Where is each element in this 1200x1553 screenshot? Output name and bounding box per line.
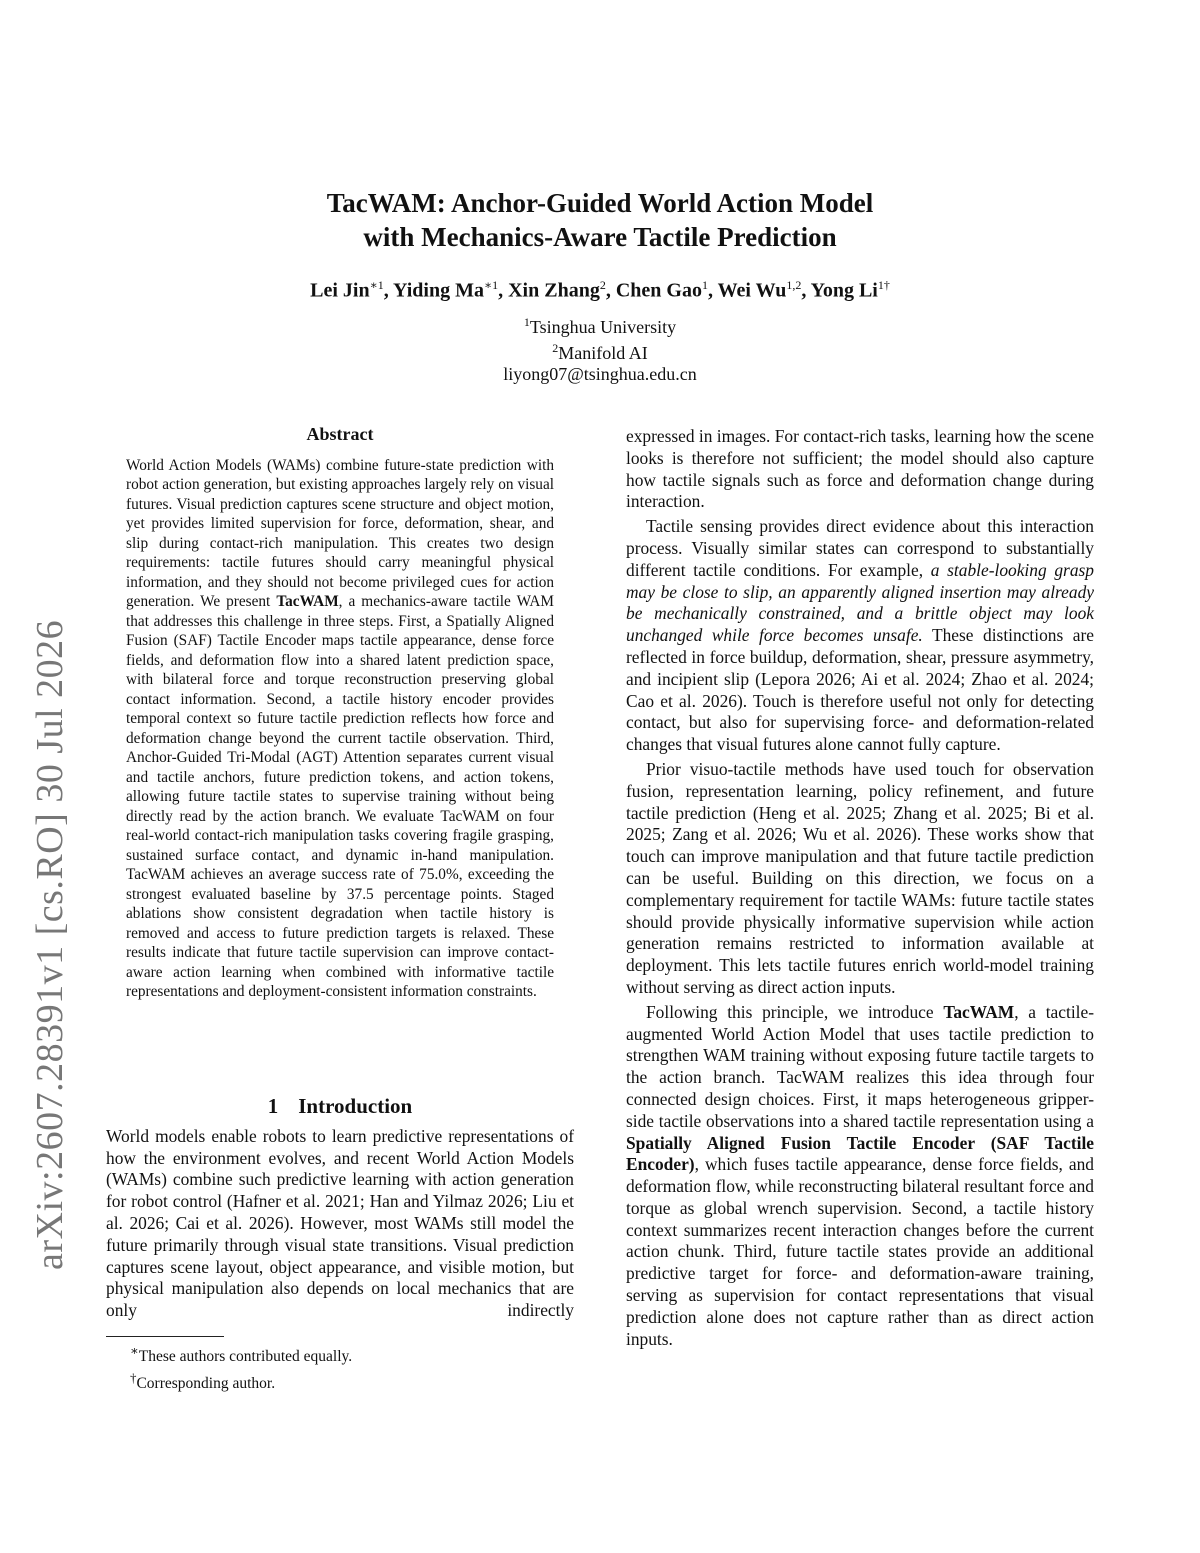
text-run: Following this principle, we introduce	[646, 1001, 944, 1022]
italic-text: a stable-looking grasp may be close to slip, an apparently aligned insertion may already be mechanically constrained, and a brittle object may look unchanged while force becomes unsafe.	[626, 559, 1094, 646]
affiliation	[0, 312, 1200, 338]
author-name: Xin Zhang	[508, 279, 600, 302]
section-heading	[106, 1096, 574, 1118]
footnote-rule	[106, 1336, 224, 1337]
section-number: 1	[267, 1094, 279, 1118]
affiliation-mark: 2	[552, 340, 559, 355]
paper-title	[0, 186, 1200, 254]
contact-email: liyong07@tsinghua.edu.cn	[503, 363, 697, 384]
paragraph: Prior visuo-tactile methods have used touch for observation fusion, representation learning, policy refinement, and future tactile prediction (Heng et al. 2025; Zhang et al. 2025; Bi et al. 2025; Zang et al. 2026; Wu et al. 2026). These works show that touch can improve manipulation and that future tactile prediction can be useful. Building on this direction, we focus on a complementary requirement for tactile WAMs: future tactile states should provide physically informative supervision while action generation remains restricted to information available at deployment. This lets tactile futures enrich world-model training without serving as direct action inputs.	[626, 758, 1094, 997]
author-name: Lei Jin	[310, 279, 370, 302]
author-mark: 1	[701, 278, 708, 292]
bold-term: TacWAM	[276, 593, 339, 610]
footnote	[130, 1340, 352, 1367]
title-line-2: with Mechanics-Aware Tactile Prediction	[363, 222, 837, 252]
footnote-mark: †	[130, 1370, 137, 1386]
section-title: Introduction	[298, 1094, 413, 1118]
text-run: , a tactile-augmented World Action Model that uses tactile prediction to strengthen WAM training without exposing future tactile targets to the action branch. TacWAM realizes this idea through four connected design choices. First, it maps heterogeneous gripper-side tactile observations into a shared tactile representation using a	[626, 1001, 1095, 1131]
footnote-mark: ∗	[130, 1343, 139, 1358]
paragraph	[626, 516, 1094, 756]
affiliation-name: Manifold AI	[558, 342, 648, 363]
author-name: Yong Li	[810, 279, 878, 302]
affiliation-name: Tsinghua University	[529, 316, 677, 337]
title-block	[0, 186, 1200, 385]
text-run: , a mechanics-aware tactile WAM that addresses this challenge in three steps. First, a Spatially Aligned Fusion (SAF) Tactile Encoder maps tactile appearance, dense force fields, and deformation flow into a shared latent prediction space, with bilateral force and torque reconstruction preserving global contact information. Second, a tactile history encoder provides temporal context so future tactile prediction reflects how force and deformation change beyond the current tactile observation. Third, Anchor-Guided Tri-Modal (AGT) Attention separates current visual and tactile anchors, future prediction tokens, and action tokens, allowing future tactile states to supervise training without being directly read by the action branch. We evaluate TacWAM on four real-world contact-rich manipulation tasks covering fragile grasping, sustained surface contact, and dynamic in-hand manipulation. TacWAM achieves an average success rate of 75.0%, exceeding the strongest evaluated baseline by 37.5 percentage points. Staged ablations show consistent degradation when tactile history is removed and access to future prediction targets is relaxed. These results indicate that future tactile supervision can improve contact-aware action learning when combined with informative tactile representations and deployment-consistent information constraints.	[126, 593, 554, 1000]
author-name: Yiding Ma	[393, 279, 484, 302]
author-mark: 1,2	[786, 278, 802, 292]
arxiv-identifier: arXiv:2607.28391v1 [cs.RO] 30 Jul 2026	[29, 619, 71, 1270]
title-line-1: TacWAM: Anchor-Guided World Action Model	[326, 188, 874, 218]
abstract-text	[126, 456, 554, 1002]
footnote-text: Corresponding author.	[136, 1375, 276, 1393]
author-name: Chen Gao	[615, 279, 702, 302]
affiliation	[0, 338, 1200, 364]
affiliation-mark: 1	[523, 314, 530, 329]
bold-term: Spatially Aligned Fusion Tactile Encoder (SAF Tactile Encoder)	[626, 1132, 1094, 1175]
author-name: Wei Wu	[717, 279, 787, 302]
author-list: Lei Jin$^{∗1}$, Yiding $Ma^{∗1}$, Xin Zhang$^2$, Chen Gao$^1$, Wei Wu$^{1,2}$, Yong $Li^{1\dagger}$	[310, 278, 890, 302]
paragraph	[626, 1002, 1094, 1351]
bold-term: TacWAM	[943, 1001, 1015, 1022]
text-run: Tactile sensing provides direct evidence about this interaction process. Visually similar states can correspond to substantially different tactile conditions. For example,	[626, 516, 1094, 580]
introduction-left-column	[106, 1096, 574, 1322]
introduction-right-column	[626, 426, 1094, 1350]
abstract	[126, 425, 554, 1002]
author-mark: 2	[599, 278, 606, 292]
author-mark: ∗1	[483, 278, 499, 292]
footnotes	[130, 1340, 352, 1394]
footnote-text: These authors contributed equally.	[138, 1348, 353, 1366]
footnote	[130, 1367, 352, 1394]
author-mark: 1†	[877, 278, 890, 292]
paragraph: World models enable robots to learn predictive representations of how the environment evolves, and recent World Action Models (WAMs) combine such predictive learning with action generation for robot control (Hafner et al. 2021; Han and Yilmaz 2026; Liu et al. 2026; Cai et al. 2026). However, most WAMs still model the future primarily through visual state transitions. Visual prediction captures scene layout, object appearance, and visible motion, but physical manipulation also depends on local mechanics that are only indirectly	[106, 1125, 574, 1321]
text-run: , which fuses tactile appearance, dense force fields, and deformation flow, while reconstructing bilateral resultant force and torque as global wrench supervision. Second, a tactile history context summarizes recent interaction changes before the current action chunk. Third, future tactile states provide an additional predictive target for force- and deformation-aware training, serving as supervision for contact representations that visual prediction alone does not capture rather than as direct action inputs.	[626, 1154, 1094, 1349]
text-run: These distinctions are reflected in force buildup, deformation, shear, pressure asymmetry, and incipient slip (Lepora 2026; Ai et al. 2024; Zhao et al. 2024; Cao et al. 2026). Touch is therefore useful not only for detecting contact, but also for supervising force- and deformation-related changes that visual futures alone cannot fully capture.	[626, 625, 1094, 755]
abstract-heading: Abstract	[306, 424, 374, 444]
paragraph-continued: expressed in images. For contact-rich tasks, learning how the scene looks is therefore not sufficient; the model should also capture how tactile signals such as force and deformation change during interaction.	[626, 426, 1094, 512]
author-mark: ∗1	[369, 278, 384, 292]
affiliations	[0, 312, 1200, 385]
text-run: World Action Models (WAMs) combine future-state prediction with robot action generation, but existing approaches largely rely on visual futures. Visual prediction captures scene structure and object motion, yet provides limited supervision for force, deformation, shear, and slip during contact-rich manipulation. This creates two design requirements: tactile futures should carry meaningful physical information, and they should not become privileged cues for action generation. We present	[126, 456, 554, 610]
